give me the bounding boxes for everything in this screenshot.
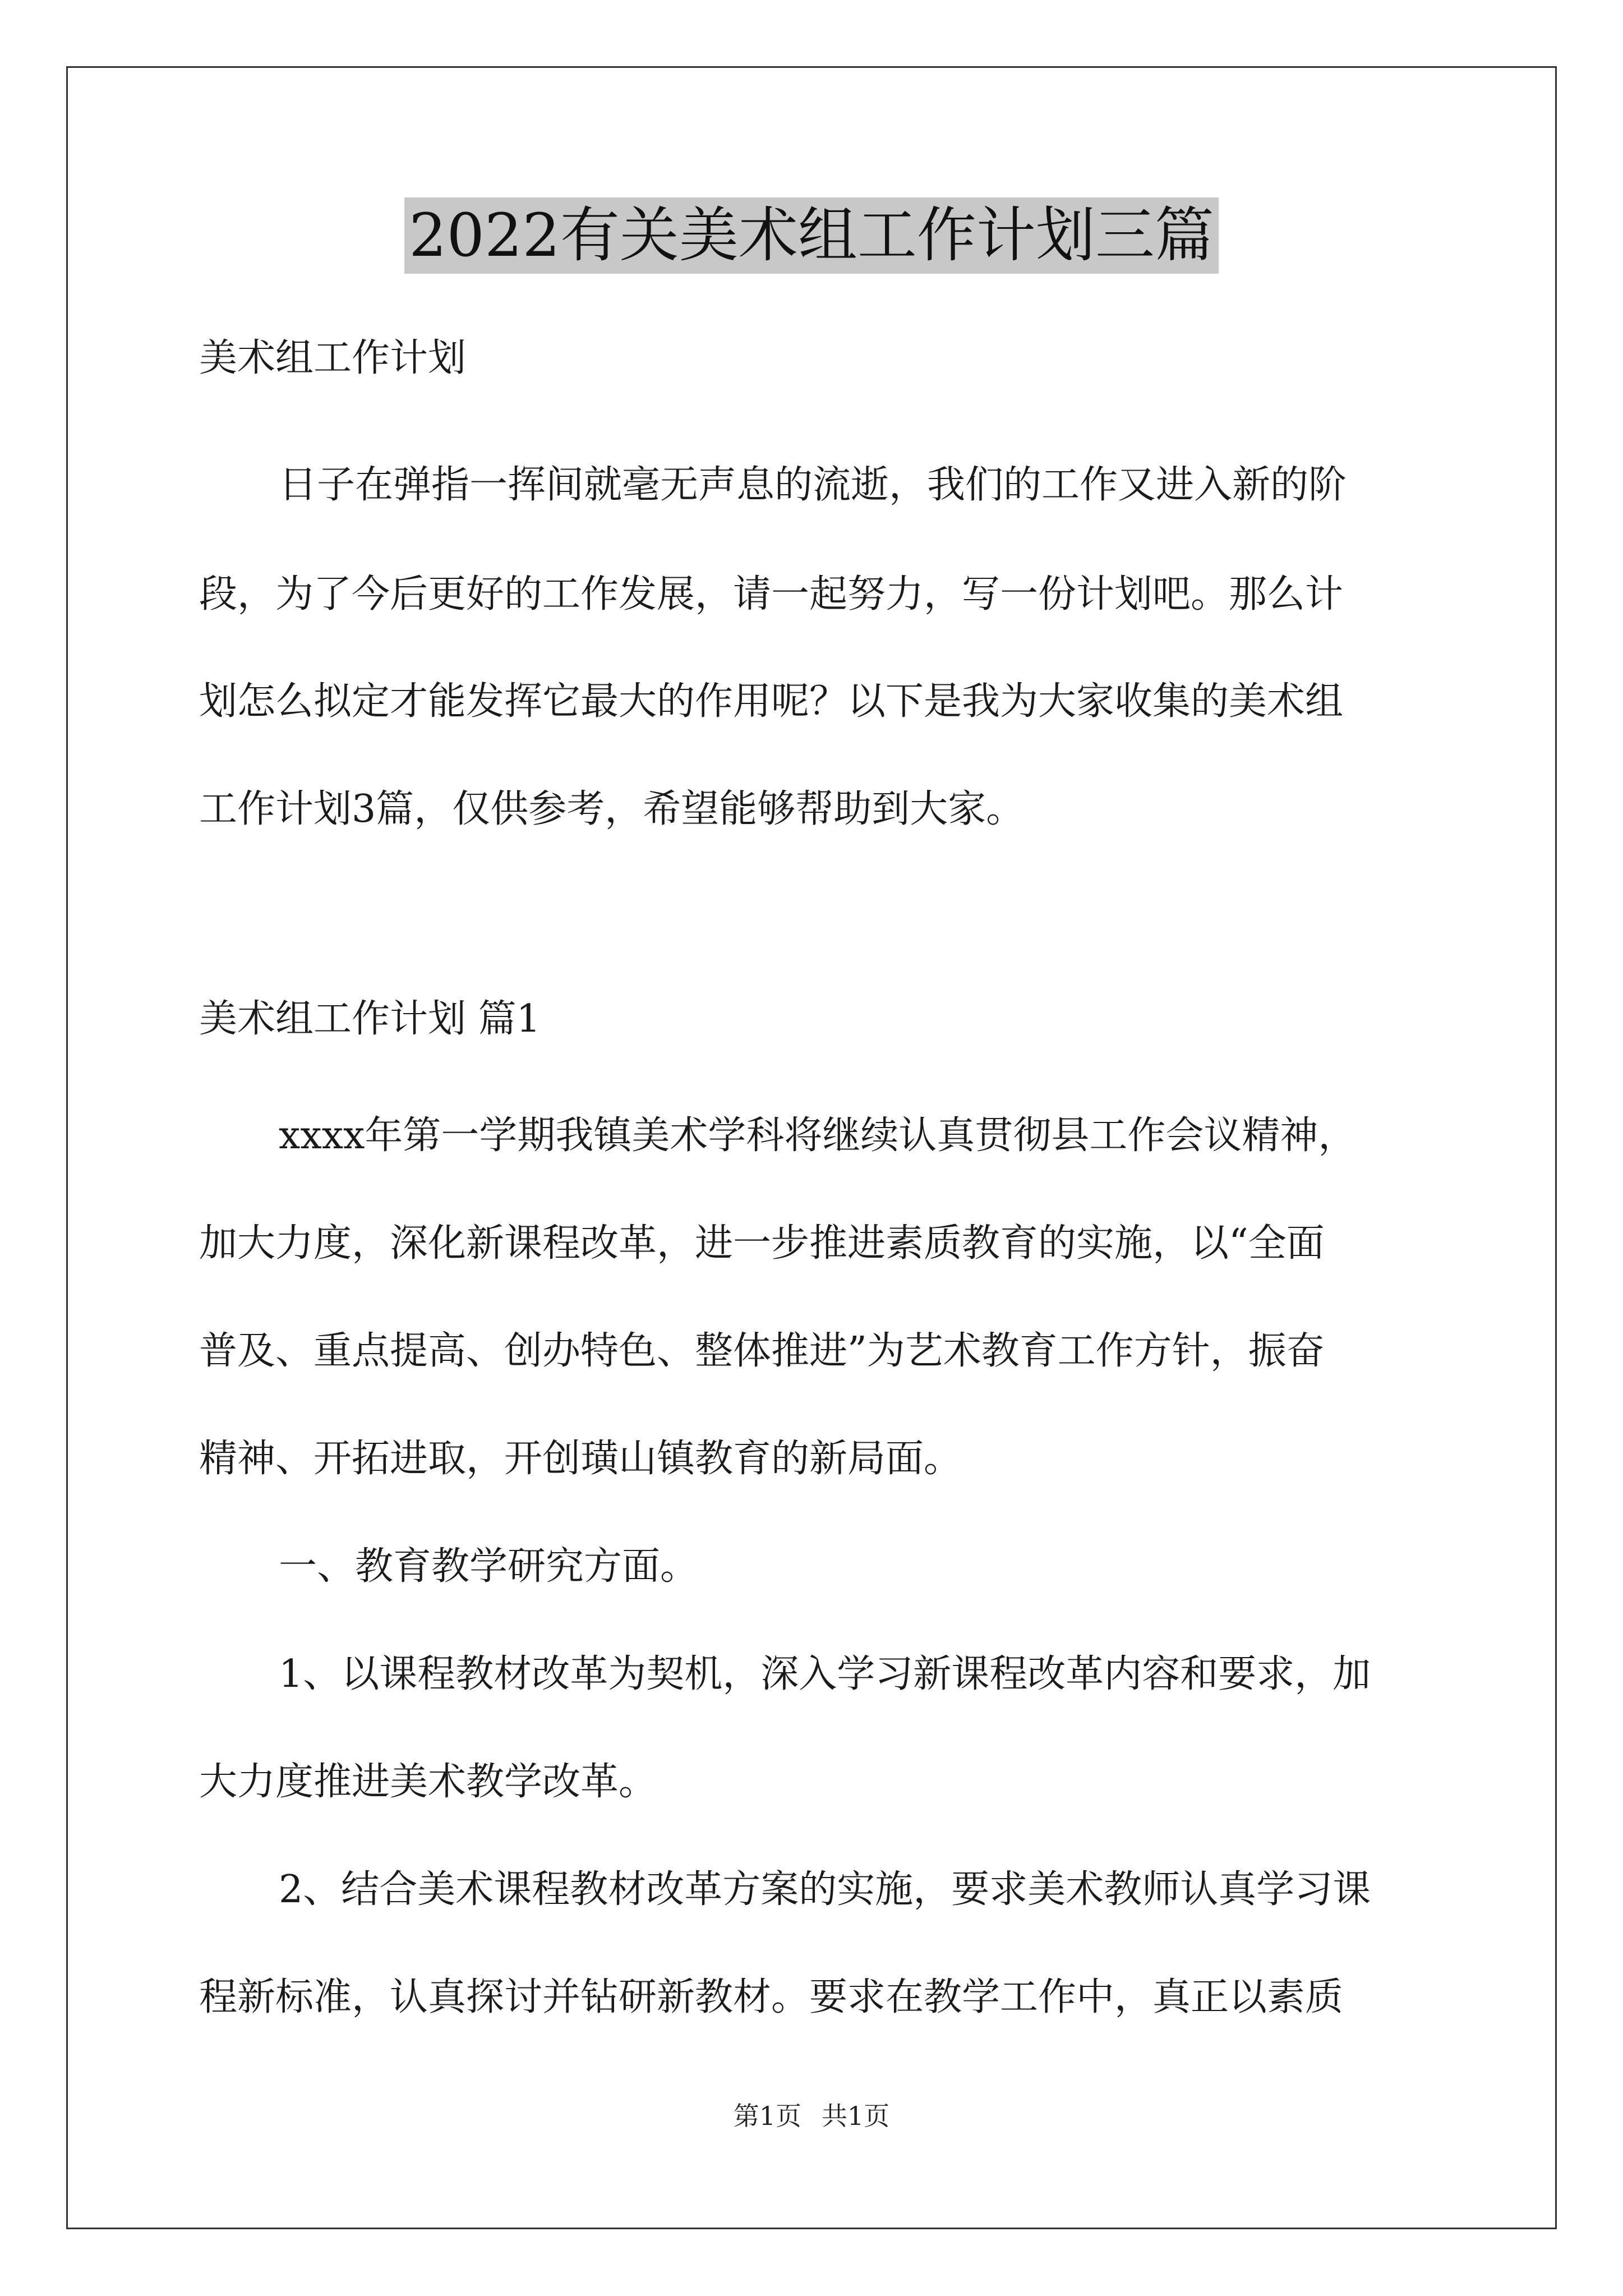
part1-line-3: 普及、重点提高、创办特色、整体推进”为艺术教育工作方针，振奋 [199,1329,1325,1373]
item2-line-1: 2、结合美术课程教材改革方案的实施，要求美术教师认真学习课 [279,1867,1371,1912]
intro-line-1: 日子在弹指一挥间就毫无声息的流逝，我们的工作又进入新的阶 [279,463,1347,507]
item1-line-2: 大力度推进美术教学改革。 [199,1760,657,1804]
item2-line-2: 程新标准，认真探讨并钻研新教材。要求在教学工作中，真正以素质 [199,1975,1344,2019]
page-number: 第1页 [733,2101,801,2131]
intro-line-4: 工作计划3篇，仅供参考，希望能够帮助到大家。 [199,787,1025,831]
part1-line-4: 精神、开拓进取，开创璜山镇教育的新局面。 [199,1437,962,1481]
section-heading-intro: 美术组工作计划 [199,336,467,380]
item1-line-1: 1、以课程教材改革为契机，深入学习新课程改革内容和要求，加 [279,1652,1371,1696]
part1-line-1: xxxx年第一学期我镇美术学科将继续认真贯彻县工作会议精神， [279,1114,1357,1158]
intro-line-3: 划怎么拟定才能发挥它最大的作用呢？以下是我为大家收集的美术组 [199,679,1344,724]
title-container [0,197,1623,274]
page-footer [0,2099,1623,2133]
page-total: 共1页 [822,2101,890,2131]
section1-heading: 一、教育教学研究方面。 [279,1544,699,1589]
intro-line-2: 段，为了今后更好的工作发展，请一起努力，写一份计划吧。那么计 [199,572,1344,616]
document-title: 2022有关美术组工作计划三篇 [404,197,1219,274]
part1-line-2: 加大力度，深化新课程改革，进一步推进素质教育的实施，以“全面 [199,1221,1325,1266]
section-heading-part1: 美术组工作计划 篇1 [199,997,541,1041]
